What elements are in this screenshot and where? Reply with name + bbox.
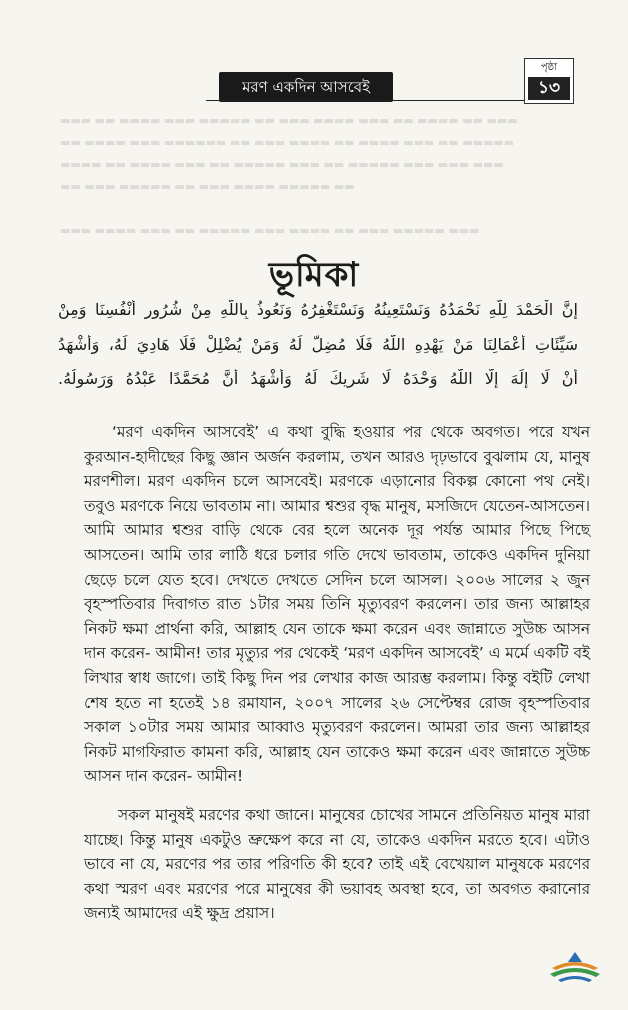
header-rule bbox=[206, 100, 526, 101]
arabic-line-3: أَنْ لَا إِلَهَ إِلَّا اللَّهُ وَحْدَهُ لَا شَرِيكَ لَهُ وَأَشْهَدُ أَنَّ مُحَمَّدًا عَبْدُهُ وَرَسُولُهُ. bbox=[58, 369, 578, 388]
paragraph-1: ‘মরণ একদিন আসবেই’ এ কথা বুদ্ধি হওয়ার পর থেকে অবগত। পরে যখন কুরআন-হাদীছের কিছু জ্ঞান অর্জন করলাম, তখন আরও দৃঢ়ভাবে বুঝলাম যে, মানুষ মরণশীল। মরণ একদিন চলে আসবেই। মরণকে এড়ানোর বিকল্প কোনো পথ নেই। তবুও মরণকে নিয়ে ভাবতাম না। আমার শ্বশুর বৃদ্ধ মানুষ, মসজিদে যেতেন-আসতেন। আমি আমার শ্বশুর বাড়ি থেকে বের হলে অনেক দূর পর্যন্ত আমার পিছে পিছে আসতেন। আমি তার লাঠি ধরে চলার গতি দেখে ভাবতাম, তাকেও একদিন দুনিয়া ছেড়ে চলে যেত হবে। দেখতে দেখতে সেদিন চলে আসল। ২০০৬ সালের ২ জুন বৃহস্পতিবার দিবাগত রাত ১টার সময় তিনি মৃত্যুবরণ করলেন। তার জন্য আল্লাহর নিকট ক্ষমা প্রার্থনা করি, আল্লাহ যেন তাকে ক্ষমা করেন এবং জান্নাতে সুউচ্চ আসন দান করেন- আমীন! তার মৃত্যুর পর থেকেই ‘মরণ একদিন আসবেই’ এ মর্মে একটি বই লিখার স্বাধ জাগে। তাই কিছু দিন পর লেখার কাজ আরম্ভ করলাম। কিন্তু বইটি লেখা শেষ হতে না হতেই ১৪ রমাযান, ২০০৭ সালের ২৬ সেপ্টেম্বর রোজ বৃহস্পতিবার সকাল ১০টার সময় আমার আব্বাও মৃত্যুবরণ করলেন। আমরা তার জন্য আল্লাহর নিকট মাগফিরাত কামনা করি, আল্লাহ যেন তাকেও ক্ষমা করেন এবং জান্নাতে সুউচ্চ আসন দান করেন- আমীন! bbox=[84, 423, 590, 786]
arabic-line-2: سَيِّئَاتِ أَعْمَالِنَا مَنْ يَهْدِهِ اللَّهُ فَلَا مُضِلَّ لَهُ وَمَنْ يُضْلِلْ فَلَا هَادِيَ لَهُ، وَأَشْهَدُ bbox=[58, 335, 578, 354]
page-label: পৃষ্ঠা bbox=[540, 62, 558, 73]
page-number-box bbox=[524, 58, 574, 104]
arabic-line-1: إِنَّ الْحَمْدَ لِلَّهِ نَحْمَدُهُ وَنَسْتَعِينُهُ وَنَسْتَغْفِرُهُ وَنَعُوذُ بِاللَّهِ مِنْ شُرُورِ أَنْفُسِنَا وَمِنْ bbox=[58, 300, 578, 319]
bleed-through-text: ▬▬▬ ▬▬ ▬▬▬▬ ▬▬▬ ▬▬▬▬▬ ▬▬ ▬▬▬ ▬▬▬▬ ▬▬▬ ▬▬ ▬▬▬▬ ▬▬ ▬▬▬ ▬▬ ▬▬▬▬ ▬▬▬ ▬▬▬▬▬▬ ▬▬ ▬▬▬ ▬▬▬▬ ▬▬ ▬▬▬▬ ▬▬▬ ▬▬ ▬▬▬▬▬ ▬▬▬▬ ▬▬ ▬▬▬▬ ▬▬▬ ▬▬ ▬▬▬▬▬ ▬▬▬ ▬▬ ▬▬▬▬▬ ▬▬▬ ▬▬▬ ▬▬▬ ▬▬ ▬▬▬ ▬▬▬▬▬ ▬▬ ▬▬▬ ▬▬▬▬ ▬▬▬▬▬ ▬▬ ▬▬▬ ▬▬▬▬ ▬▬▬ ▬▬ ▬▬▬▬▬ ▬▬▬ ▬▬▬▬ ▬▬ ▬▬▬ ▬▬▬▬▬ ▬▬▬ bbox=[60, 114, 518, 237]
publisher-logo-icon bbox=[548, 950, 602, 984]
section-heading: ভূমিকা bbox=[268, 255, 360, 295]
paragraph-2: সকল মানুষই মরণের কথা জানে। মানুষের চোখের সামনে প্রতিনিয়ত মানুষ মারা যাচ্ছে। কিন্তু মানুষ একটুও ভ্রুক্ষেপ করে না যে, তাকেও একদিন মরতে হবে। এটাও ভাবে না যে, মরণের পর তার পরিণতি কী হবে? তাই এই বেখেয়াল মানুষকে মরণের কথা স্মরণ এবং মরণের পরে মানুষের কী ভয়াবহ অবস্থা হবে, তা অবগত করানোর জন্যই আমাদের এই ক্ষুদ্র প্রয়াস। bbox=[84, 805, 590, 923]
chapter-title: মরণ একদিন আসবেই bbox=[219, 72, 393, 102]
page-number: ১৩ bbox=[528, 77, 570, 100]
body-text bbox=[84, 420, 590, 926]
